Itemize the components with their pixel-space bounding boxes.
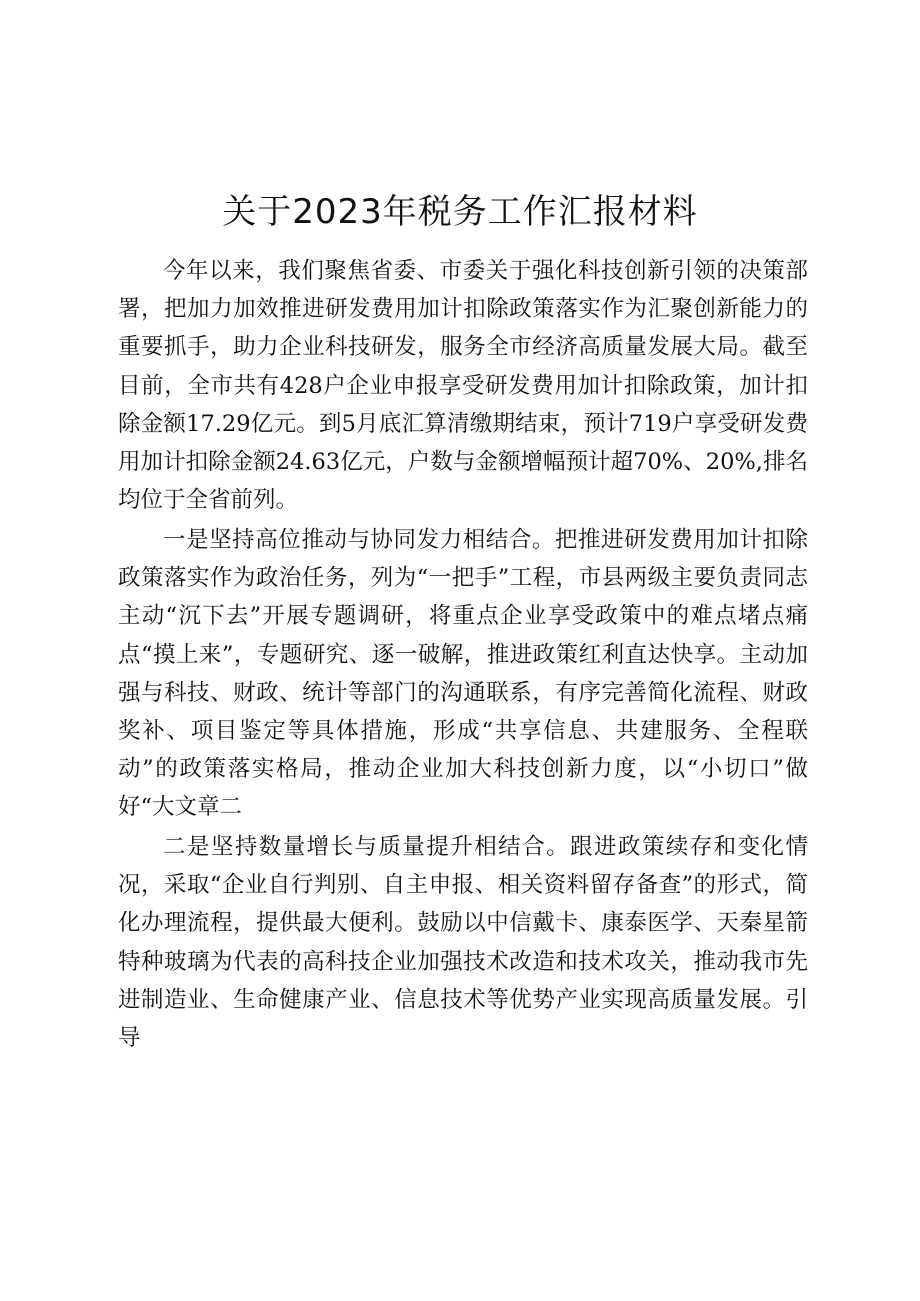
paragraph-point-one: 一是坚持高位推动与协同发力相结合。把推进研发费用加计扣除政策落实作为政治任务，列为“一把手”工程，市县两级主要负责同志主动“沉下去”开展专题调研，将重点企业享受政策中的难点堵点痛点“摸上来”，专题研究、逐一破解，推进政策红利直达快享。主动加强与科技、财政、统计等部门的沟通联系，有序完善简化流程、财政奖补、项目鉴定等具体措施，形成“共享信息、共建服务、全程联动”的政策落实格局，推动企业加大科技创新力度，以“小切口”做好“大文章二	[118, 526, 808, 821]
page-title: 关于2023年税务工作汇报材料	[222, 192, 698, 232]
paragraph-intro: 今年以来，我们聚焦省委、市委关于强化科技创新引领的决策部署，把加力加效推进研发费用加计扣除政策落实作为汇聚创新能力的重要抓手，助力企业科技研发，服务全市经济高质量发展大局。截至目前，全市共有428户企业申报享受研发费用加计扣除政策，加计扣除金额17.29亿元。到5月底汇算清缴期结束，预计719户享受研发费用加计扣除金额24.63亿元，户数与金额增幅预计超70%、20%,排名均位于全省前列。	[118, 258, 808, 514]
document-body	[118, 252, 808, 1059]
paragraph-point-two: 二是坚持数量增长与质量提升相结合。跟进政策续存和变化情况，采取“企业自行判别、自主申报、相关资料留存备查”的形式，简化办理流程，提供最大便利。鼓励以中信戴卡、康泰医学、天秦星箭特种玻璃为代表的高科技企业加强技术改造和技术攻关，推动我市先进制造业、生命健康产业、信息技术等优势产业实现高质量发展。引导	[118, 834, 808, 1052]
